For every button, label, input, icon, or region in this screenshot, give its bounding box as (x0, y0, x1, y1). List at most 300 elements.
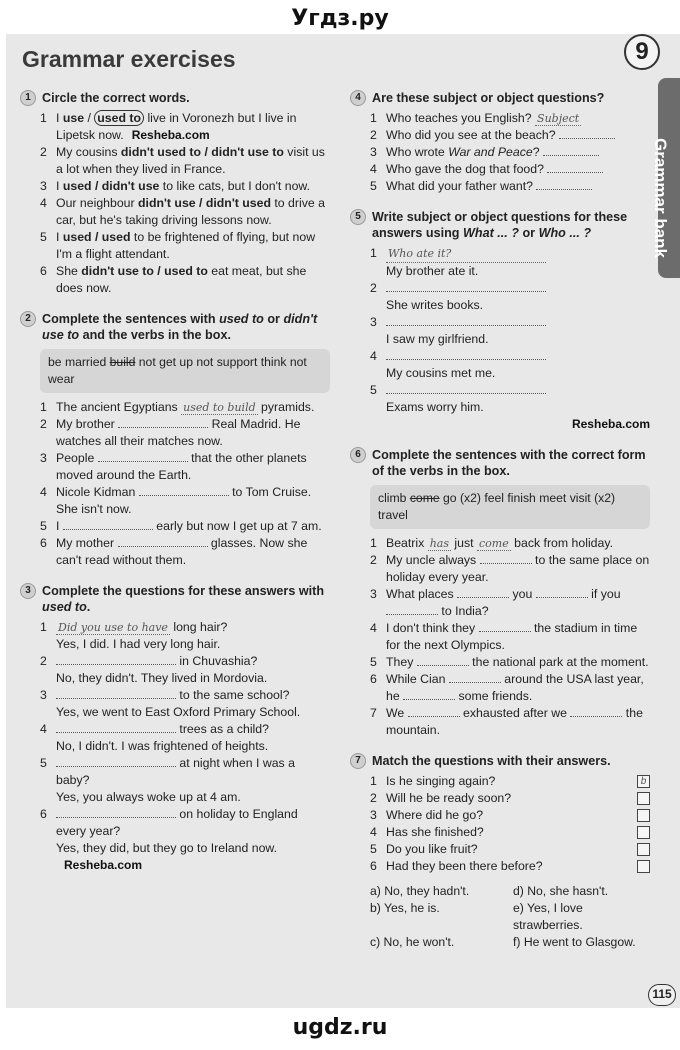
item-number: 5 (370, 179, 377, 193)
item-number: 1 (370, 774, 377, 788)
item-text (386, 620, 650, 654)
answer-text: Yes, I did. I had very long hair. (56, 637, 221, 651)
question-text: trees as a child? (176, 722, 269, 736)
exercise-item (370, 790, 650, 807)
exercise-6 (350, 447, 650, 739)
option-words[interactable]: used / didn't use (62, 179, 160, 193)
exercise-6-items (350, 535, 650, 739)
answer-blank[interactable]: has (429, 537, 449, 550)
text-part: if you (587, 587, 621, 601)
text-part: They (386, 655, 417, 669)
answer-blank[interactable] (386, 603, 438, 615)
exercise-item (370, 144, 650, 161)
question-text: Who did you see at the beach? (386, 128, 559, 142)
item-number: 5 (370, 842, 377, 856)
exercise-item (40, 263, 330, 297)
item-text (386, 552, 650, 586)
answer-option: a) No, they hadn't. (370, 884, 470, 898)
question-text: Do you like fruit? (386, 842, 478, 856)
option-word: use (62, 111, 85, 125)
exercise-1 (20, 90, 330, 297)
exercise-item (40, 195, 330, 229)
item-number: 6 (370, 672, 377, 686)
text-part: My brother (56, 417, 119, 431)
exercise-item (40, 755, 330, 806)
exercise-3-heading (20, 583, 330, 615)
option-words[interactable]: didn't used to / didn't use to (120, 145, 284, 159)
exercise-item (40, 687, 330, 721)
item-text (56, 535, 330, 569)
item-text (56, 653, 330, 687)
item-number: 5 (370, 383, 377, 397)
question-text: on holiday to England every year? (56, 807, 298, 838)
exercise-instruction: Complete the sentences with the correct form of the verbs in the box. (372, 448, 646, 478)
exercise-instruction: Write subject or object questions for these answers using What ... ? or Who ... ? (372, 210, 628, 240)
question-text: Will he be ready soon? (386, 791, 512, 805)
answer-blank[interactable] (547, 161, 603, 173)
answer-text: No, they didn't. They lived in Mordovia. (56, 671, 268, 685)
exercise-7 (350, 753, 650, 951)
workbook-page (6, 34, 680, 1010)
answer-checkbox[interactable] (637, 860, 650, 873)
answer-blank[interactable] (403, 688, 455, 700)
item-text (56, 721, 330, 755)
item-number: 4 (370, 621, 377, 635)
exercise-item (40, 721, 330, 755)
option-words[interactable]: didn't use / didn't used (138, 196, 271, 210)
item-number: 4 (40, 196, 47, 210)
text-part: that the other planets moved around the Earth. (56, 451, 307, 482)
text-part: visit us a lot when they lived in France. (56, 145, 325, 176)
item-text (56, 263, 330, 297)
unit-number-badge: 9 (624, 34, 660, 70)
exercise-instruction: Are these subject or object questions? (372, 91, 605, 105)
exercise-item (40, 229, 330, 263)
exercise-instruction: Complete the questions for these answers with used to. (42, 584, 325, 614)
answer-blank[interactable] (386, 280, 546, 292)
answer-blank[interactable] (386, 314, 546, 326)
exercise-item (370, 773, 650, 790)
side-tab-label: Grammar bank (651, 138, 670, 258)
item-number: 3 (370, 145, 377, 159)
item-text (56, 195, 330, 229)
text-part: to like cats, but I don't now. (159, 179, 311, 193)
text-part: pyramids. (257, 400, 315, 414)
text-part: live in Voronezh but I live in Lipetsk now. (56, 111, 297, 142)
left-column (20, 90, 330, 888)
answer-text: My cousins met me. (386, 366, 496, 380)
exercise-item (40, 806, 330, 874)
question-text: Is he singing again? (386, 774, 496, 788)
answer-blank[interactable] (543, 144, 599, 156)
answer-checkbox[interactable] (637, 809, 650, 822)
text-part: just (451, 536, 477, 550)
answer-blank[interactable]: used to build (183, 401, 256, 414)
exercise-item (370, 824, 650, 841)
site-header-title: Угдз.ру (0, 2, 680, 36)
text-part: My cousins (56, 145, 121, 159)
item-number: 5 (370, 655, 377, 669)
answer-text: I saw my girlfriend. (386, 332, 489, 346)
text-part: the mountain. (386, 706, 643, 737)
exercise-item (40, 450, 330, 484)
item-text (386, 654, 650, 671)
text-part: to India? (438, 604, 489, 618)
page-number: 115 (648, 984, 676, 1006)
option-words[interactable]: used / used (62, 230, 131, 244)
exercise-item (370, 127, 650, 144)
item-text (56, 178, 330, 195)
text-part: The ancient Egyptians (56, 400, 182, 414)
text-part: the stadium in time for the next Olympics. (386, 621, 638, 652)
answer-blank[interactable]: Subject (537, 112, 580, 125)
exercise-item (370, 671, 650, 705)
item-number: 3 (370, 587, 377, 601)
item-number: 6 (40, 807, 47, 821)
answer-text: Yes, we went to East Oxford Primary School. (56, 705, 301, 719)
text-part: I (56, 230, 63, 244)
item-number: 7 (370, 706, 377, 720)
answer-checkbox[interactable] (637, 843, 650, 856)
item-number: 2 (40, 654, 47, 668)
exercise-instruction: Complete the sentences with used to or didn't use to and the verbs in the box. (42, 312, 318, 342)
item-text (56, 755, 330, 806)
answer-blank[interactable] (570, 705, 622, 717)
item-number: 3 (40, 179, 47, 193)
answer-checkbox[interactable] (637, 792, 650, 805)
exercise-number-badge: 4 (350, 90, 366, 106)
answer-blank[interactable] (63, 518, 153, 530)
text-part: Our neighbour (56, 196, 139, 210)
answer-option: f) He went to Glasgow. (513, 935, 636, 949)
text-part: some friends. (455, 689, 533, 703)
answer-blank[interactable] (457, 586, 509, 598)
item-number: 6 (40, 264, 47, 278)
exercise-number-badge: 3 (20, 583, 36, 599)
exercise-7-heading (350, 753, 650, 769)
exercise-5 (350, 209, 650, 433)
item-text (56, 399, 330, 416)
match-row (386, 773, 650, 790)
item-text (386, 382, 650, 416)
page-title: Grammar exercises (22, 46, 236, 72)
text-part: exhausted after we (459, 706, 571, 720)
text-part: What places (386, 587, 458, 601)
item-text (56, 450, 330, 484)
text-part: to be frightened of flying, but now I'm a flight attendant. (56, 230, 316, 261)
answer-blank[interactable]: Who ate it? (386, 245, 546, 263)
answer-text: My brother ate it. (386, 264, 479, 278)
text-part: to drive a car, but he's taking driving lessons now. (56, 196, 325, 227)
text-part: I don't think they (386, 621, 479, 635)
exercise-item (40, 535, 330, 569)
exercise-5-items (350, 245, 650, 433)
item-number: 3 (40, 688, 47, 702)
answer-blank[interactable] (118, 535, 208, 547)
answer-blank[interactable] (479, 620, 531, 632)
question-text: Who wrote (386, 145, 449, 159)
answer-blank[interactable] (559, 127, 615, 139)
match-row (386, 824, 650, 841)
watermark: Resheba.com (64, 858, 143, 872)
item-number: 5 (40, 756, 47, 770)
answer-blank[interactable] (56, 653, 176, 665)
item-number: 4 (370, 349, 377, 363)
exercise-item (370, 705, 650, 739)
item-number: 2 (40, 145, 47, 159)
answer-option: d) No, she hasn't. (513, 884, 609, 898)
exercise-item (370, 161, 650, 178)
right-column (350, 90, 650, 965)
text-part: you (509, 587, 536, 601)
exercise-item (40, 484, 330, 518)
answer-blank[interactable] (386, 348, 546, 360)
answer-option: e) Yes, I love strawberries. (513, 901, 583, 932)
item-number: 1 (40, 111, 47, 125)
text-part: While Cian (386, 672, 449, 686)
answer-blank[interactable] (56, 687, 176, 699)
exercise-item (40, 653, 330, 687)
exercise-instruction: Circle the correct words. (42, 91, 190, 105)
site-footer-title: ugdz.ru (0, 1008, 680, 1048)
item-text (386, 535, 650, 552)
text-part: My uncle always (386, 553, 480, 567)
exercise-number-badge: 2 (20, 311, 36, 327)
text-part: Beatrix (386, 536, 428, 550)
item-number: 1 (370, 536, 377, 550)
exercise-2-items (20, 399, 330, 569)
item-number: 1 (40, 620, 47, 634)
text-part: to Tom Cruise. She isn't now. (56, 485, 312, 516)
item-number: 1 (370, 111, 377, 125)
exercise-6-heading (350, 447, 650, 479)
answer-blank[interactable] (480, 552, 532, 564)
exercise-4-items (350, 110, 650, 195)
exercise-item (370, 314, 650, 348)
answer-blank[interactable]: come (478, 537, 509, 550)
answer-blank[interactable] (56, 721, 176, 733)
exercise-4 (350, 90, 650, 195)
item-text (386, 127, 650, 144)
item-number: 1 (370, 246, 377, 260)
item-number: 6 (40, 536, 47, 550)
answer-text: Yes, you always woke up at 4 am. (56, 790, 241, 804)
exercise-item (370, 620, 650, 654)
item-text (56, 619, 330, 653)
answer-blank[interactable] (56, 806, 176, 818)
answer-text: Yes, they did, but they go to Ireland now. (56, 841, 278, 855)
exercise-item (370, 245, 650, 280)
text-part: around the USA last year, he (386, 672, 644, 703)
match-row (386, 858, 650, 875)
item-text (386, 586, 650, 620)
exercise-item (40, 399, 330, 416)
item-text (56, 144, 330, 178)
exercise-5-heading (350, 209, 650, 241)
text-part: We (386, 706, 408, 720)
match-row (386, 841, 650, 858)
item-number: 5 (40, 230, 47, 244)
exercise-item (40, 144, 330, 178)
exercise-number-badge: 7 (350, 753, 366, 769)
exercise-item (370, 280, 650, 314)
question-text: Where did he go? (386, 808, 484, 822)
answer-blank[interactable]: Did you use to have (58, 621, 168, 634)
exercise-item (370, 807, 650, 824)
exercise-3-items (20, 619, 330, 874)
exercise-3 (20, 583, 330, 874)
exercise-item (40, 178, 330, 195)
answer-option: b) Yes, he is. (370, 901, 440, 915)
answer-blank[interactable] (98, 450, 188, 462)
exercise-instruction: Match the questions with their answers. (372, 754, 611, 768)
exercise-item (370, 654, 650, 671)
answer-text: Exams worry him. (386, 400, 484, 414)
item-text (56, 484, 330, 518)
text-part: I (56, 179, 63, 193)
question-text: Has she finished? (386, 825, 484, 839)
item-number: 4 (370, 162, 377, 176)
item-text (386, 144, 650, 161)
exercise-item (370, 552, 650, 586)
question-text: long hair? (169, 620, 228, 634)
item-text (56, 229, 330, 263)
match-row (386, 807, 650, 824)
answer-option: c) No, he won't. (370, 935, 455, 949)
text-part: / (84, 111, 95, 125)
text-part: Nicole Kidman (56, 485, 139, 499)
item-text (56, 806, 330, 874)
exercise-number-badge: 5 (350, 209, 366, 225)
exercise-1-items (20, 110, 330, 297)
item-number: 3 (370, 808, 377, 822)
exercise-item (370, 382, 650, 416)
item-text (386, 178, 650, 195)
exercise-7-answer-options (350, 883, 650, 951)
exercise-item (370, 110, 650, 127)
answer-checkbox[interactable] (637, 826, 650, 839)
item-number: 6 (370, 859, 377, 873)
item-number: 2 (370, 281, 377, 295)
question-text: to the same school? (176, 688, 290, 702)
exercise-2 (20, 311, 330, 569)
item-number: 2 (40, 417, 47, 431)
item-text (56, 110, 330, 144)
exercise-2-heading (20, 311, 330, 343)
exercise-item (40, 619, 330, 653)
exercise-item (370, 535, 650, 552)
item-number: 4 (40, 485, 47, 499)
answer-blank[interactable] (56, 755, 176, 767)
item-text (386, 671, 650, 705)
text-part: early but now I get up at 7 am. (152, 519, 322, 533)
item-text (386, 280, 650, 314)
watermark: Resheba.com (571, 417, 650, 431)
item-number: 1 (40, 400, 47, 414)
item-number: 3 (40, 451, 47, 465)
text-part: back from holiday. (510, 536, 614, 550)
question-text: at night when I was a baby? (56, 756, 295, 787)
answer-blank[interactable] (417, 654, 469, 666)
question-text: in Chuvashia? (176, 654, 258, 668)
answer-blank[interactable] (536, 586, 588, 598)
circled-answer[interactable]: used to (94, 110, 144, 126)
exercise-item (40, 416, 330, 450)
item-text (386, 161, 650, 178)
item-text (386, 110, 650, 127)
watermark: Resheba.com (131, 128, 210, 142)
answer-blank[interactable] (408, 705, 460, 717)
text-part: the national park at the moment. (468, 655, 649, 669)
exercise-item (370, 841, 650, 858)
item-text (386, 314, 650, 348)
answer-blank[interactable] (118, 416, 208, 428)
answer-checkbox[interactable]: b (637, 775, 650, 788)
item-number: 3 (370, 315, 377, 329)
answer-text: She writes books. (386, 298, 484, 312)
exercise-item (40, 518, 330, 535)
answer-blank[interactable] (536, 178, 592, 190)
question-text: Who gave the dog that food? (386, 162, 548, 176)
text-part: I (56, 111, 63, 125)
text-part: People (56, 451, 98, 465)
item-text (386, 245, 650, 280)
exercise-item (370, 178, 650, 195)
exercise-item (40, 110, 330, 144)
exercise-number-badge: 6 (350, 447, 366, 463)
answer-blank[interactable] (139, 484, 229, 496)
text-part: Real Madrid. He watches all their matches now. (56, 417, 301, 448)
text-part: My mother (56, 536, 118, 550)
item-number: 4 (370, 825, 377, 839)
exercise-item (370, 348, 650, 382)
text-part: glasses. Now she can't read without them. (56, 536, 308, 567)
question-text: ? (532, 145, 543, 159)
question-text: Had they been there before? (386, 859, 543, 873)
text-part: She (56, 264, 82, 278)
item-text (56, 416, 330, 450)
exercise-1-heading (20, 90, 330, 106)
item-number: 2 (370, 128, 377, 142)
word-box: climb come go (x2) feel finish meet visit (x2) travel (370, 485, 650, 529)
word-box: be married build not get up not support think not wear (40, 349, 330, 393)
exercise-4-heading (350, 90, 650, 106)
question-text: Who teaches you English? (386, 111, 536, 125)
item-number: 2 (370, 791, 377, 805)
item-text (56, 518, 330, 535)
item-number: 4 (40, 722, 47, 736)
option-words[interactable]: didn't use to / used to (81, 264, 208, 278)
question-text: What did your father want? (386, 179, 537, 193)
answer-text: No, I didn't. I was frightened of heights. (56, 739, 269, 753)
item-number: 2 (370, 553, 377, 567)
item-text (56, 687, 330, 721)
text-part: eat meat, but she does now. (56, 264, 307, 295)
text-part: to the same place on holiday every year. (386, 553, 650, 584)
exercise-7-items (350, 773, 650, 875)
answer-blank[interactable] (386, 382, 546, 394)
item-text (386, 705, 650, 739)
exercise-item (370, 858, 650, 875)
exercise-number-badge: 1 (20, 90, 36, 106)
answer-blank[interactable] (449, 671, 501, 683)
exercise-item (370, 586, 650, 620)
item-number: 5 (40, 519, 47, 533)
match-row (386, 790, 650, 807)
item-text (386, 348, 650, 382)
text-part: I (56, 519, 63, 533)
title-italic: War and Peace (448, 145, 533, 159)
